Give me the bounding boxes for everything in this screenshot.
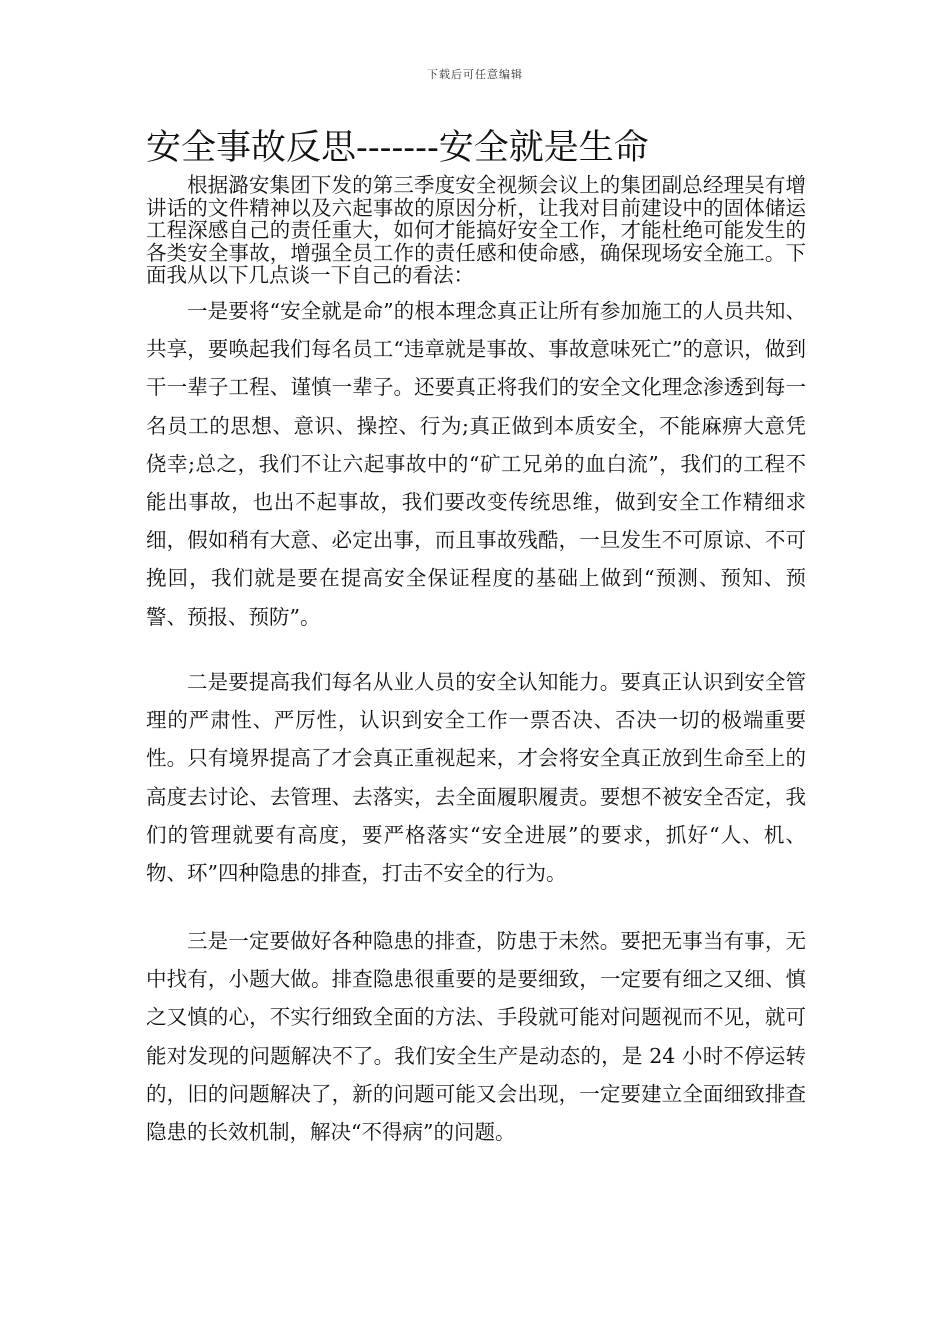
body-paragraph-3: 三是一定要做好各种隐患的排查，防患于未然。要把无事当有事，无中找有，小题大做。排查隐患很重要的是要细致，一定要有细之又细、慎之又慎的心，不实行细致全面的方法、手段就可能对问题视而不见，就可能对发现的问题解决不了。我们安全生产是动态的，是 24 小时不停运转的，旧的问题解决了，新的问题可能又会出现，一定要建立全面细致排查隐患的长效机制，解决“不得病”的问题。	[146, 929, 806, 1145]
document-title: 安全事故反思-------安全就是生命	[146, 128, 649, 168]
intro-paragraph: 根据潞安集团下发的第三季度安全视频会议上的集团副总经理吴有增讲话的文件精神以及六起事故的原因分析，让我对目前建设中的固体储运工程深感自己的责任重大，如何才能搞好安全工作，才能杜绝可能发生的各类安全事故，增强全员工作的责任感和使命感，确保现场安全施工。下面我从以下几点谈一下自己的看法：	[146, 173, 806, 287]
body-paragraph-1: 一是要将“安全就是命”的根本理念真正让所有参加施工的人员共知、共享，要唤起我们每名员工“违章就是事故、事故意味死亡”的意识，做到干一辈子工程、谨慎一辈子。还要真正将我们的安全文化理念渗透到每一名员工的思想、意识、操控、行为;真正做到本质安全，不能麻痹大意凭侥幸;总之，我们不让六起事故中的“矿工兄弟的血白流”，我们的工程不能出事故，也出不起事故，我们要改变传统思维，做到安全工作精细求细，假如稍有大意、必定出事，而且事故残酷，一旦发生不可原谅、不可挽回，我们就是要在提高安全保证程度的基础上做到“预测、预知、预警、预报、预防”。	[146, 299, 806, 629]
body-paragraph-2: 二是要提高我们每名从业人员的安全认知能力。要真正认识到安全管理的严肃性、严厉性，认识到安全工作一票否决、否决一切的极端重要性。只有境界提高了才会真正重视起来，才会将安全真正放到生命至上的高度去讨论、去管理、去落实，去全面履职履责。要想不被安全否定，我们的管理就要有高度，要严格落实“安全进展”的要求，抓好“人、机、物、环”四种隐患的排查，打击不安全的行为。	[146, 670, 806, 886]
header-note: 下载后可任意编辑	[427, 68, 523, 81]
